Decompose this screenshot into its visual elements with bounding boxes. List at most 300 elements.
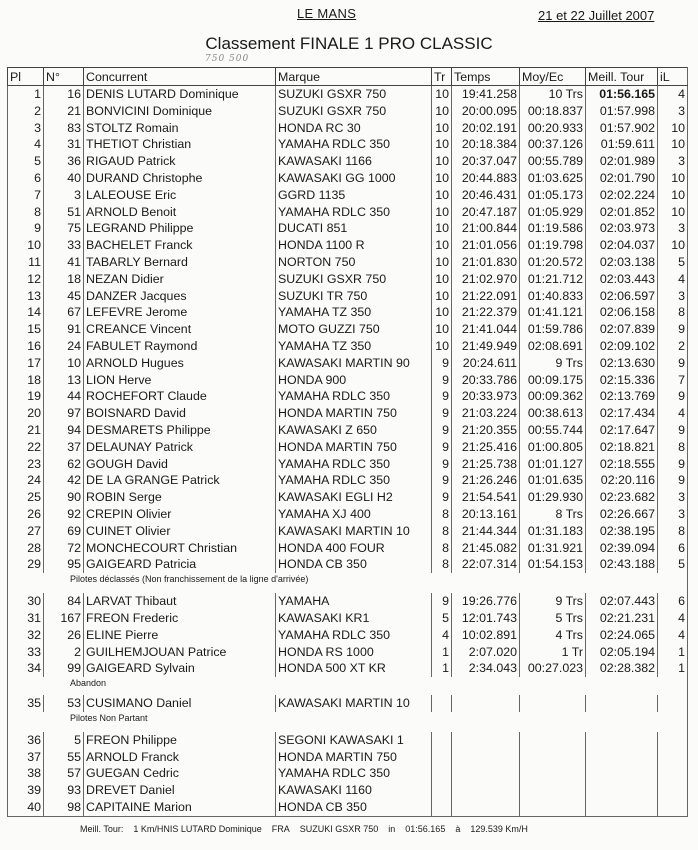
cell-il: 8 [658, 304, 688, 321]
cell-laps: 9 [432, 388, 452, 405]
cell-gap: 01:29.930 [520, 489, 586, 506]
cell-gap: 1 Tr [520, 644, 586, 661]
cell-number: 83 [44, 120, 84, 137]
table-row [8, 749, 688, 766]
cell-number: 45 [44, 288, 84, 305]
cell-concurrent: ARNOLD Hugues [84, 355, 276, 372]
cell-time: 21:26.246 [452, 472, 520, 489]
cell-position: 34 [8, 660, 44, 677]
cell-position: 28 [8, 540, 44, 557]
section-note-abandon [8, 677, 688, 689]
cell-concurrent: ROCHEFORT Claude [84, 388, 276, 405]
table-row [8, 153, 688, 170]
table-row [8, 523, 688, 540]
cell-number: 21 [44, 103, 84, 120]
cell-laps: 9 [432, 439, 452, 456]
cell-position: 33 [8, 644, 44, 661]
cell-concurrent: GAIGEARD Patricia [84, 556, 276, 573]
table-row [8, 271, 688, 288]
cell-il: 9 [658, 321, 688, 338]
table-row [8, 732, 688, 749]
cell-laps [432, 732, 452, 749]
cell-marque: KAWASAKI EGLI H2 [276, 489, 432, 506]
table-row [8, 660, 688, 677]
cell-concurrent: LEFEVRE Jerome [84, 304, 276, 321]
cell-number: 51 [44, 204, 84, 221]
cell-number: 72 [44, 540, 84, 557]
cell-il: 3 [658, 489, 688, 506]
cell-time [452, 765, 520, 782]
cell-laps [432, 695, 452, 712]
table-row [8, 610, 688, 627]
cell-concurrent: GUILHEMJOUAN Patrice [84, 644, 276, 661]
cell-best-lap: 02:18.821 [586, 439, 658, 456]
cell-number: 92 [44, 506, 84, 523]
cell-marque: HONDA MARTIN 750 [276, 439, 432, 456]
table-row [8, 627, 688, 644]
cell-il: 3 [658, 103, 688, 120]
cell-concurrent: DE LA GRANGE Patrick [84, 472, 276, 489]
cell-number: 57 [44, 765, 84, 782]
cell-laps: 1 [432, 644, 452, 661]
cell-best-lap: 02:05.194 [586, 644, 658, 661]
cell-marque: KAWASAKI 1160 [276, 782, 432, 799]
cell-il: 8 [658, 439, 688, 456]
cell-number: 24 [44, 338, 84, 355]
cell-il: 10 [658, 136, 688, 153]
cell-marque: KAWASAKI KR1 [276, 610, 432, 627]
cell-gap: 01:01.127 [520, 456, 586, 473]
cell-laps: 9 [432, 593, 452, 610]
cell-position: 13 [8, 288, 44, 305]
cell-time: 20:00.095 [452, 103, 520, 120]
cell-gap: 00:38.613 [520, 405, 586, 422]
cell-position: 16 [8, 338, 44, 355]
table-row [8, 556, 688, 573]
section-note-non-partant-text: Pilotes Non Partant [8, 712, 688, 724]
cell-position: 23 [8, 456, 44, 473]
cell-best-lap: 02:26.667 [586, 506, 658, 523]
cell-gap [520, 749, 586, 766]
table-row [8, 506, 688, 523]
cell-marque: SUZUKI GSXR 750 [276, 103, 432, 120]
cell-gap: 01:59.786 [520, 321, 586, 338]
cell-laps: 9 [432, 456, 452, 473]
table-row [8, 204, 688, 221]
cell-laps: 10 [432, 153, 452, 170]
cell-concurrent: STOLTZ Romain [84, 120, 276, 137]
spacer-cell [8, 585, 688, 593]
cell-concurrent: THETIOT Christian [84, 136, 276, 153]
col-header-best-lap: Meill. Tour [586, 68, 658, 86]
cell-time: 20:13.161 [452, 506, 520, 523]
cell-number: 5 [44, 732, 84, 749]
cell-position: 39 [8, 782, 44, 799]
section-note-non-partant [8, 712, 688, 724]
table-row [8, 472, 688, 489]
cell-concurrent: ARNOLD Benoit [84, 204, 276, 221]
cell-marque: SEGONI KAWASAKI 1 [276, 732, 432, 749]
cell-marque: KAWASAKI Z 650 [276, 422, 432, 439]
cell-concurrent: CAPITAINE Marion [84, 799, 276, 816]
cell-concurrent: GOUGH David [84, 456, 276, 473]
cell-best-lap: 02:06.597 [586, 288, 658, 305]
cell-laps: 9 [432, 489, 452, 506]
cell-marque: YAMAHA RDLC 350 [276, 472, 432, 489]
cell-laps: 10 [432, 321, 452, 338]
cell-position: 26 [8, 506, 44, 523]
cell-position: 30 [8, 593, 44, 610]
cell-number: 33 [44, 237, 84, 254]
cell-il [658, 732, 688, 749]
table-row [8, 540, 688, 557]
cell-laps: 9 [432, 405, 452, 422]
cell-best-lap: 01:57.902 [586, 120, 658, 137]
cell-number: 84 [44, 593, 84, 610]
cell-concurrent: DELAUNAY Patrick [84, 439, 276, 456]
table-row [8, 321, 688, 338]
cell-gap: 4 Trs [520, 627, 586, 644]
cell-time: 20:37.047 [452, 153, 520, 170]
cell-marque: HONDA CB 350 [276, 556, 432, 573]
cell-concurrent: BACHELET Franck [84, 237, 276, 254]
cell-concurrent: ARNOLD Franck [84, 749, 276, 766]
cell-gap: 01:05.929 [520, 204, 586, 221]
cell-time: 21:25.416 [452, 439, 520, 456]
cell-time: 21:01.056 [452, 237, 520, 254]
cell-laps: 8 [432, 506, 452, 523]
cell-il: 10 [658, 170, 688, 187]
cell-il: 5 [658, 254, 688, 271]
cell-number: 53 [44, 695, 84, 712]
table-row [8, 405, 688, 422]
cell-il: 4 [658, 86, 688, 103]
cell-number: 10 [44, 355, 84, 372]
cell-time: 21:22.091 [452, 288, 520, 305]
cell-position: 7 [8, 187, 44, 204]
cell-laps: 10 [432, 220, 452, 237]
cell-il [658, 695, 688, 712]
cell-time: 21:01.830 [452, 254, 520, 271]
table-row [8, 439, 688, 456]
table-row [8, 372, 688, 389]
cell-time: 21:54.541 [452, 489, 520, 506]
cell-gap: 00:09.175 [520, 372, 586, 389]
cell-concurrent: GUEGAN Cedric [84, 765, 276, 782]
cell-laps: 9 [432, 422, 452, 439]
cell-marque: HONDA 400 FOUR [276, 540, 432, 557]
cell-best-lap: 02:03.443 [586, 271, 658, 288]
cell-concurrent: FREON Frederic [84, 610, 276, 627]
cell-gap: 01:00.805 [520, 439, 586, 456]
cell-position: 18 [8, 372, 44, 389]
cell-time: 19:26.776 [452, 593, 520, 610]
cell-number: 3 [44, 187, 84, 204]
event-date: 21 et 22 Juillet 2007 [538, 8, 655, 23]
cell-il: 4 [658, 405, 688, 422]
cell-il: 10 [658, 204, 688, 221]
cell-concurrent: BOISNARD David [84, 405, 276, 422]
cell-marque: YAMAHA TZ 350 [276, 304, 432, 321]
cell-time: 20:46.431 [452, 187, 520, 204]
cell-gap: 00:09.362 [520, 388, 586, 405]
cell-gap: 01:20.572 [520, 254, 586, 271]
spacer-cell [8, 724, 688, 732]
cell-number: 99 [44, 660, 84, 677]
cell-marque: HONDA MARTIN 750 [276, 749, 432, 766]
cell-concurrent: ELINE Pierre [84, 627, 276, 644]
cell-gap: 01:19.798 [520, 237, 586, 254]
cell-laps: 8 [432, 540, 452, 557]
cell-time: 12:01.743 [452, 610, 520, 627]
cell-gap: 00:55.789 [520, 153, 586, 170]
cell-best-lap: 02:23.682 [586, 489, 658, 506]
col-header-number: N° [44, 68, 84, 86]
cell-il: 6 [658, 593, 688, 610]
cell-laps [432, 782, 452, 799]
cell-best-lap: 02:03.138 [586, 254, 658, 271]
cell-best-lap [586, 799, 658, 816]
table-row [8, 782, 688, 799]
results-table [7, 67, 688, 817]
handwritten-note: 750 500 [205, 54, 250, 64]
cell-marque: YAMAHA [276, 593, 432, 610]
cell-best-lap: 02:06.158 [586, 304, 658, 321]
cell-marque: KAWASAKI MARTIN 10 [276, 695, 432, 712]
cell-gap [520, 799, 586, 816]
cell-il [658, 782, 688, 799]
cell-marque: YAMAHA RDLC 350 [276, 765, 432, 782]
page-title: Classement FINALE 1 PRO CLASSIC [205, 34, 493, 53]
cell-number: 44 [44, 388, 84, 405]
cell-concurrent: TABARLY Bernard [84, 254, 276, 271]
cell-time: 21:22.379 [452, 304, 520, 321]
cell-number: 26 [44, 627, 84, 644]
cell-position: 25 [8, 489, 44, 506]
cell-marque: YAMAHA RDLC 350 [276, 136, 432, 153]
cell-best-lap: 02:01.852 [586, 204, 658, 221]
best-lap-footer [80, 824, 538, 834]
cell-position: 36 [8, 732, 44, 749]
cell-best-lap: 02:18.555 [586, 456, 658, 473]
footer-nation: FRA [271, 824, 290, 834]
cell-gap: 01:01.635 [520, 472, 586, 489]
cell-number: 40 [44, 170, 84, 187]
cell-best-lap: 02:07.839 [586, 321, 658, 338]
cell-concurrent: FREON Philippe [84, 732, 276, 749]
cell-gap: 5 Trs [520, 610, 586, 627]
cell-number: 55 [44, 749, 84, 766]
cell-number: 2 [44, 644, 84, 661]
table-row [8, 456, 688, 473]
cell-concurrent: LALEOUSE Eric [84, 187, 276, 204]
cell-gap: 01:41.121 [520, 304, 586, 321]
cell-concurrent: CREANCE Vincent [84, 321, 276, 338]
cell-marque: SUZUKI GSXR 750 [276, 271, 432, 288]
cell-time [452, 749, 520, 766]
cell-laps: 8 [432, 523, 452, 540]
cell-best-lap: 02:07.443 [586, 593, 658, 610]
footer-in: in [388, 824, 396, 834]
cell-concurrent: DANZER Jacques [84, 288, 276, 305]
cell-position: 38 [8, 765, 44, 782]
cell-concurrent: NEZAN Didier [84, 271, 276, 288]
cell-laps: 10 [432, 204, 452, 221]
col-header-tr: Tr [432, 68, 452, 86]
cell-il: 1 [658, 644, 688, 661]
cell-il: 9 [658, 355, 688, 372]
cell-concurrent: DESMARETS Philippe [84, 422, 276, 439]
cell-best-lap: 01:57.998 [586, 103, 658, 120]
cell-time: 2:07.020 [452, 644, 520, 661]
cell-il: 2 [658, 338, 688, 355]
cell-best-lap: 02:15.336 [586, 372, 658, 389]
cell-gap: 00:20.933 [520, 120, 586, 137]
cell-best-lap [586, 732, 658, 749]
cell-gap: 01:19.586 [520, 220, 586, 237]
cell-position: 27 [8, 523, 44, 540]
cell-time: 19:41.258 [452, 86, 520, 103]
cell-number: 91 [44, 321, 84, 338]
table-row [8, 187, 688, 204]
cell-marque: YAMAHA TZ 350 [276, 338, 432, 355]
cell-il: 4 [658, 271, 688, 288]
cell-concurrent: LARVAT Thibaut [84, 593, 276, 610]
cell-laps: 5 [432, 610, 452, 627]
cell-number: 75 [44, 220, 84, 237]
col-header-marque: Marque [276, 68, 432, 86]
cell-position: 40 [8, 799, 44, 816]
cell-time: 10:02.891 [452, 627, 520, 644]
cell-gap: 01:21.712 [520, 271, 586, 288]
cell-position: 22 [8, 439, 44, 456]
cell-position: 24 [8, 472, 44, 489]
cell-il: 1 [658, 660, 688, 677]
cell-marque: HONDA CB 350 [276, 799, 432, 816]
footer-time: 01:56.165 [405, 824, 446, 834]
cell-gap: 00:18.837 [520, 103, 586, 120]
cell-gap: 00:55.744 [520, 422, 586, 439]
cell-concurrent: LEGRAND Philippe [84, 220, 276, 237]
cell-laps: 10 [432, 288, 452, 305]
cell-laps [432, 749, 452, 766]
cell-number: 62 [44, 456, 84, 473]
cell-il: 9 [658, 472, 688, 489]
cell-laps: 10 [432, 254, 452, 271]
cell-time: 20:44.883 [452, 170, 520, 187]
cell-il [658, 765, 688, 782]
cell-best-lap: 02:39.094 [586, 540, 658, 557]
table-row [8, 288, 688, 305]
cell-concurrent: MONCHECOURT Christian [84, 540, 276, 557]
cell-best-lap: 02:09.102 [586, 338, 658, 355]
cell-best-lap: 02:28.382 [586, 660, 658, 677]
cell-marque: HONDA 500 XT KR [276, 660, 432, 677]
cell-il: 3 [658, 220, 688, 237]
cell-gap [520, 765, 586, 782]
cell-concurrent: DURAND Christophe [84, 170, 276, 187]
cell-number: 97 [44, 405, 84, 422]
table-row [8, 338, 688, 355]
cell-best-lap [586, 695, 658, 712]
cell-il [658, 749, 688, 766]
cell-il [658, 799, 688, 816]
cell-marque: GGRD 1135 [276, 187, 432, 204]
cell-gap [520, 695, 586, 712]
cell-laps: 10 [432, 103, 452, 120]
cell-laps: 10 [432, 86, 452, 103]
cell-laps: 10 [432, 338, 452, 355]
cell-position: 21 [8, 422, 44, 439]
cell-time: 20:18.384 [452, 136, 520, 153]
cell-gap: 00:27.023 [520, 660, 586, 677]
table-row [8, 388, 688, 405]
cell-position: 37 [8, 749, 44, 766]
cell-time: 21:49.949 [452, 338, 520, 355]
cell-number: 41 [44, 254, 84, 271]
cell-laps [432, 799, 452, 816]
cell-marque: YAMAHA RDLC 350 [276, 456, 432, 473]
cell-position: 14 [8, 304, 44, 321]
table-row [8, 644, 688, 661]
cell-time: 21:25.738 [452, 456, 520, 473]
cell-best-lap: 02:38.195 [586, 523, 658, 540]
cell-gap: 02:08.691 [520, 338, 586, 355]
cell-laps: 4 [432, 627, 452, 644]
cell-concurrent: GAIGEARD Sylvain [84, 660, 276, 677]
cell-number: 167 [44, 610, 84, 627]
cell-position: 19 [8, 388, 44, 405]
cell-concurrent: CUINET Olivier [84, 523, 276, 540]
cell-gap: 8 Trs [520, 506, 586, 523]
cell-best-lap: 02:20.116 [586, 472, 658, 489]
cell-marque: KAWASAKI MARTIN 90 [276, 355, 432, 372]
cell-marque: HONDA 900 [276, 372, 432, 389]
table-row [8, 593, 688, 610]
cell-marque: KAWASAKI 1166 [276, 153, 432, 170]
cell-position: 2 [8, 103, 44, 120]
cell-time: 20:33.973 [452, 388, 520, 405]
cell-laps: 9 [432, 355, 452, 372]
cell-time: 21:20.355 [452, 422, 520, 439]
cell-il: 6 [658, 540, 688, 557]
cell-concurrent: BONVICINI Dominique [84, 103, 276, 120]
cell-marque: KAWASAKI MARTIN 10 [276, 523, 432, 540]
cell-best-lap [586, 749, 658, 766]
cell-concurrent: CREPIN Olivier [84, 506, 276, 523]
cell-best-lap: 02:01.790 [586, 170, 658, 187]
cell-laps: 9 [432, 372, 452, 389]
cell-best-lap: 02:17.434 [586, 405, 658, 422]
spacer-row [8, 585, 688, 593]
cell-laps: 8 [432, 556, 452, 573]
cell-concurrent: DENIS LUTARD Dominique [84, 86, 276, 103]
cell-best-lap: 02:43.188 [586, 556, 658, 573]
cell-gap: 9 Trs [520, 355, 586, 372]
cell-il: 3 [658, 288, 688, 305]
spacer-row [8, 724, 688, 732]
cell-il: 4 [658, 627, 688, 644]
cell-number: 95 [44, 556, 84, 573]
cell-position: 32 [8, 627, 44, 644]
cell-il: 3 [658, 153, 688, 170]
cell-gap: 01:05.173 [520, 187, 586, 204]
cell-best-lap: 02:02.224 [586, 187, 658, 204]
col-header-concurrent: Concurrent [84, 68, 276, 86]
cell-gap [520, 782, 586, 799]
cell-number: 67 [44, 304, 84, 321]
cell-gap: 10 Trs [520, 86, 586, 103]
